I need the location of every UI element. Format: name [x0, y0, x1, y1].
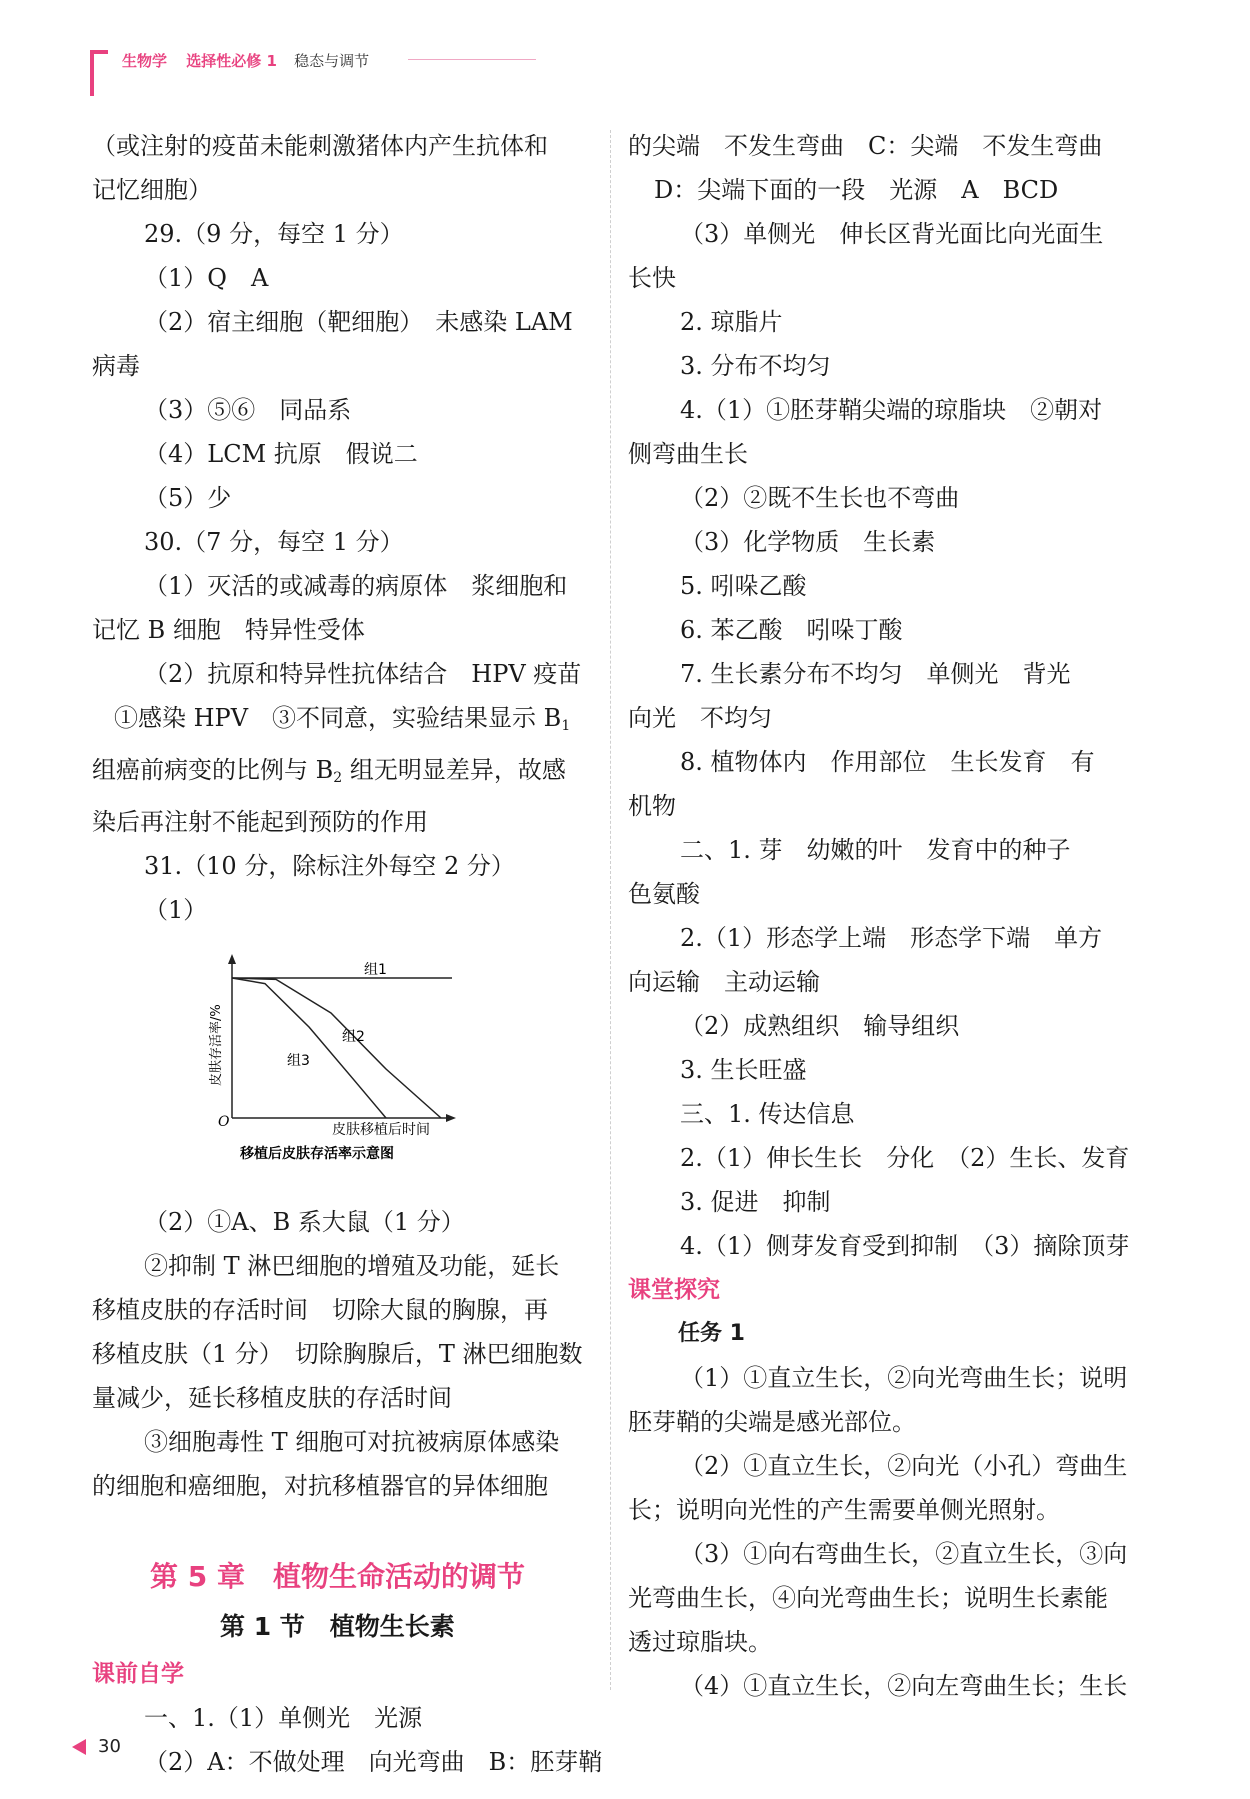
text-line [92, 696, 597, 748]
text-line: 6. 苯乙酸 吲哚丁酸 [680, 616, 903, 644]
text-line: （2）宿主细胞（靶细胞） 未感染 LAM [144, 308, 573, 336]
question-heading: 31.（10 分，除标注外每空 2 分） [144, 852, 515, 880]
text-line: 光弯曲生长，④向光弯曲生长；说明生长素能 [628, 1584, 1108, 1612]
header-volume: 稳态与调节 [294, 52, 370, 70]
right-column [628, 124, 1133, 1708]
text-line: 移植皮肤（1 分） 切除胸腺后，T 淋巴细胞数 [92, 1340, 583, 1368]
text-line: 的细胞和癌细胞，对抗移植器官的异体细胞 [92, 1472, 548, 1500]
text-line: （3）⑤⑥ 同品系 [144, 396, 352, 424]
text-line [92, 748, 597, 800]
series-line-2 [232, 978, 441, 1118]
text-line: （4）①直立生长，②向左弯曲生长；生长 [680, 1672, 1128, 1700]
series-label-3: 组3 [287, 1052, 310, 1069]
text-line: 向运输 主动运输 [628, 968, 820, 996]
text-line: ②抑制 T 淋巴细胞的增殖及功能，延长 [144, 1252, 560, 1280]
text-line: （2）抗原和特异性抗体结合 HPV 疫苗 [144, 660, 582, 688]
text-line: 二、1. 芽 幼嫩的叶 发育中的种子 [680, 836, 1071, 864]
column-divider [610, 130, 611, 1690]
text-line: （2）②既不生长也不弯曲 [680, 484, 960, 512]
text-line: 一、1.（1）单侧光 光源 [144, 1704, 423, 1732]
text-line: 4.（1）侧芽发育受到抑制 （3）摘除顶芽 [680, 1232, 1130, 1260]
subscript: 2 [333, 770, 343, 786]
text-line: （1）灭活的或减毒的病原体 浆细胞和 [144, 572, 568, 600]
text-line: 4.（1）①胚芽鞘尖端的琼脂块 ②朝对 [680, 396, 1103, 424]
text-line: 3. 分布不均匀 [680, 352, 831, 380]
header-title [122, 50, 369, 71]
text-line: （3）单侧光 伸长区背光面比向光面生 [680, 220, 1104, 248]
left-column [92, 124, 603, 1784]
page-number [72, 1736, 121, 1757]
text-line: （3）化学物质 生长素 [680, 528, 936, 556]
survival-chart [92, 938, 597, 1200]
text-line: 5. 吲哚乙酸 [680, 572, 807, 600]
text-line: 记忆 B 细胞 特异性受体 [92, 616, 365, 644]
text-line: （2）①直立生长，②向光（小孔）弯曲生 [680, 1452, 1128, 1480]
text-line: 7. 生长素分布不均匀 单侧光 背光 [680, 660, 1071, 688]
text-line: （3）①向右弯曲生长，②直立生长，③向 [680, 1540, 1128, 1568]
origin-label: O [218, 1114, 230, 1130]
text-line: 量减少，延长移植皮肤的存活时间 [92, 1384, 452, 1412]
header-accent-tick [90, 50, 108, 54]
text-line: 2. 琼脂片 [680, 308, 783, 336]
y-axis-arrow [228, 954, 236, 964]
header-accent-bar [90, 50, 94, 96]
text-span: ①感染 HPV ③不同意，实验结果显示 B [114, 704, 562, 732]
text-line: 病毒 [92, 352, 140, 380]
text-line: （1）①直立生长，②向光弯曲生长；说明 [680, 1364, 1128, 1392]
text-line: （1）Q A [144, 264, 269, 292]
series-label-1: 组1 [364, 961, 387, 978]
text-line: （2）成熟组织 输导组织 [680, 1012, 960, 1040]
subscript: 1 [561, 718, 571, 734]
text-line: 2.（1）伸长生长 分化 （2）生长、发育 [680, 1144, 1130, 1172]
page-number-text: 30 [98, 1736, 121, 1757]
text-line: 记忆细胞） [92, 176, 212, 204]
x-axis-label: 皮肤移植后时间 [332, 1122, 430, 1138]
text-line: 染后再注射不能起到预防的作用 [92, 808, 428, 836]
chapter-title: 第 5 章 植物生命活动的调节 [150, 1560, 525, 1593]
text-line: （2）A：不做处理 向光弯曲 B：胚芽鞘 [144, 1748, 603, 1776]
question-heading: 29.（9 分，每空 1 分） [144, 220, 404, 248]
text-line: 3. 生长旺盛 [680, 1056, 807, 1084]
text-line: （2）①A、B 系大鼠（1 分） [144, 1208, 465, 1236]
text-line: 向光 不均匀 [628, 704, 772, 732]
text-line: 3. 促进 抑制 [680, 1188, 831, 1216]
header-subject: 生物学 [122, 52, 168, 70]
text-line: 侧弯曲生长 [628, 440, 748, 468]
text-line: 色氨酸 [628, 880, 700, 908]
y-axis-label: 皮肤存活率/% [209, 1004, 224, 1086]
text-line: 的尖端 不发生弯曲 C：尖端 不发生弯曲 [628, 132, 1103, 160]
text-line: 胚芽鞘的尖端是感光部位。 [628, 1408, 916, 1436]
pre-study-label: 课前自学 [92, 1661, 184, 1687]
text-line: 移植皮肤的存活时间 切除大鼠的胸腺，再 [92, 1296, 548, 1324]
page-arrow-icon [72, 1739, 86, 1755]
text-line: 长快 [628, 264, 676, 292]
text-line: 2.（1）形态学上端 形态学下端 单方 [680, 924, 1103, 952]
text-line: 8. 植物体内 作用部位 生长发育 有 [680, 748, 1095, 776]
text-line: （或注射的疫苗未能刺激猪体内产生抗体和 [92, 132, 548, 160]
section-title: 第 1 节 植物生长素 [220, 1612, 455, 1641]
text-line: D：尖端下面的一段 光源 A BCD [654, 176, 1059, 204]
header-book: 选择性必修 1 [186, 52, 277, 70]
text-span: 组癌前病变的比例与 B [92, 756, 334, 784]
text-line: 长；说明向光性的产生需要单侧光照射。 [628, 1496, 1060, 1524]
chart-svg [192, 938, 482, 1200]
header-rule [408, 59, 536, 60]
class-explore-label: 课堂探究 [628, 1277, 720, 1303]
text-line: ③细胞毒性 T 细胞可对抗被病原体感染 [144, 1428, 560, 1456]
text-span: 组无明显差异，故感 [342, 756, 566, 784]
page-header [90, 44, 540, 104]
x-axis-arrow [446, 1114, 456, 1122]
text-line: （1） [144, 896, 208, 924]
text-line: 透过琼脂块。 [628, 1628, 772, 1656]
text-line: 三、1. 传达信息 [680, 1100, 855, 1128]
text-line: （5）少 [144, 484, 232, 512]
task-heading: 任务 1 [678, 1321, 745, 1346]
text-line: 机物 [628, 792, 676, 820]
text-line: （4）LCM 抗原 假说二 [144, 440, 418, 468]
question-heading: 30.（7 分，每空 1 分） [144, 528, 404, 556]
series-label-2: 组2 [342, 1029, 365, 1045]
chart-title: 移植后皮肤存活率示意图 [240, 1146, 394, 1162]
